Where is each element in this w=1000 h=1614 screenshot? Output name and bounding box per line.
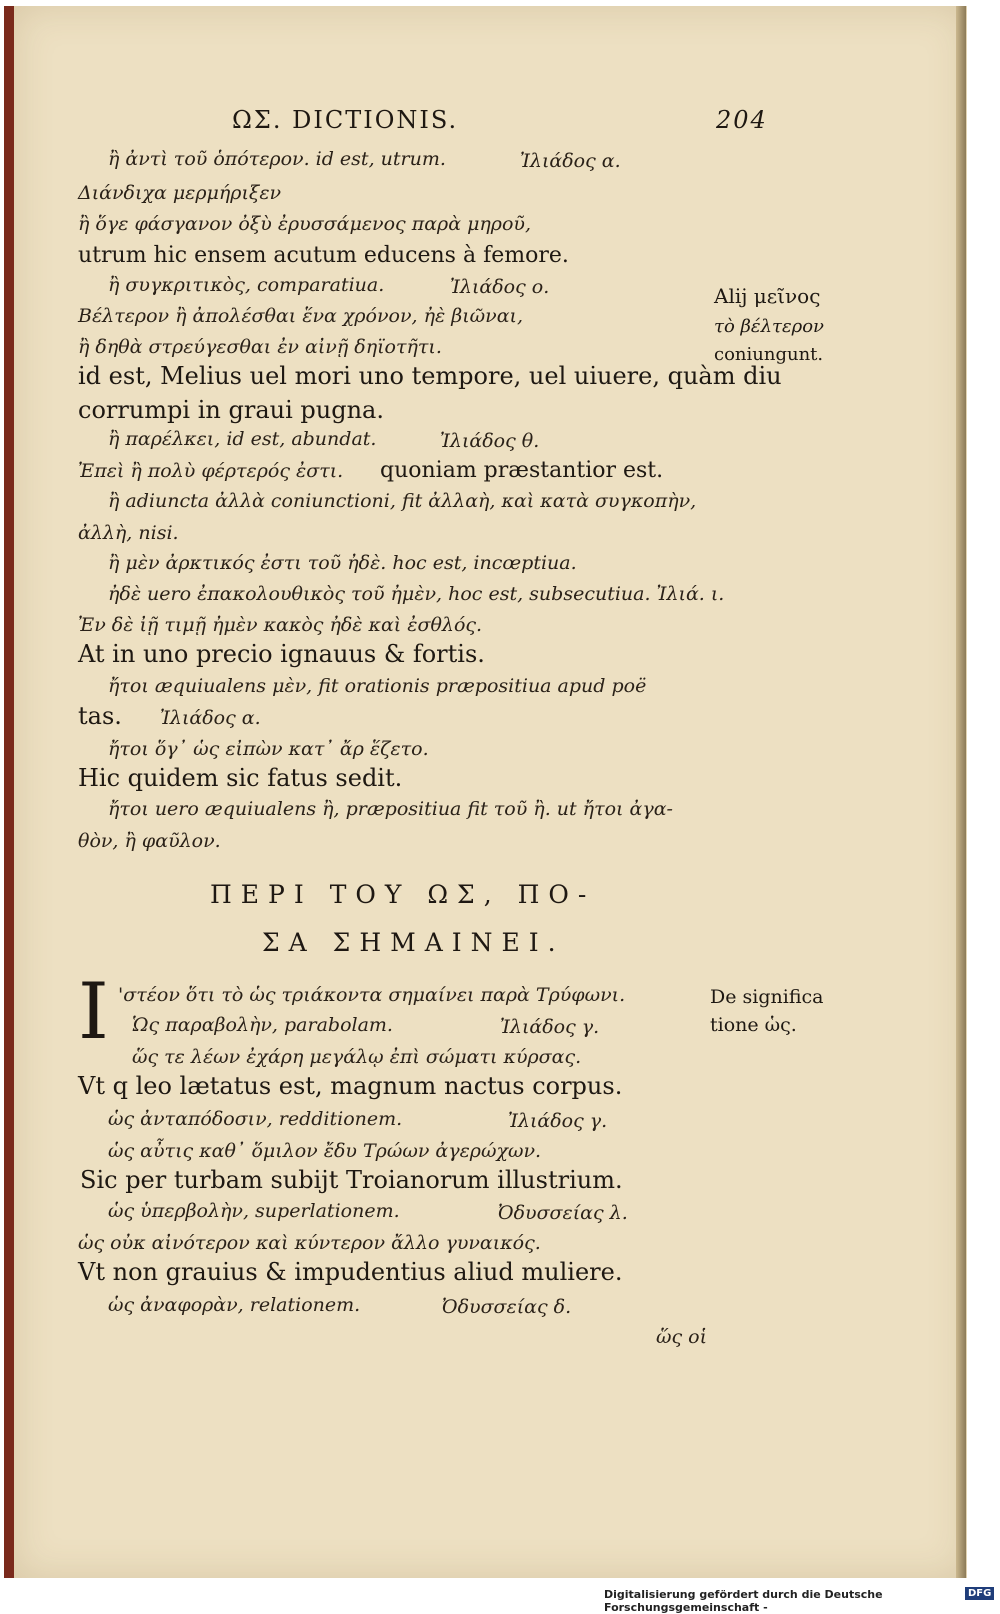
text-line: ὡς ὑπερβολὴν, superlationem.: [108, 1200, 400, 1222]
book-page: [4, 6, 967, 1578]
section-title: ΣΑ ΣΗΜΑΙΝΕΙ.: [262, 928, 565, 957]
text-line: ἢ adiuncta ἀλλὰ coniunctioni, fit ἀλλαὴ, καὶ κατὰ συγκοπὴν,: [108, 490, 697, 512]
text-line: utrum hic ensem acutum educens à femore.: [78, 243, 569, 268]
citation: Ἰλιάδος γ.: [508, 1110, 608, 1132]
text-line: ἢ δηθὰ στρεύγεσθαι ἐν αἰνῇ δηϊοτῆτι.: [78, 336, 442, 358]
text-line: ἢ παρέλκει, id est, abundat.: [108, 428, 377, 450]
text-line: id est, Melius uel mori uno tempore, uel uiuere, quàm diu: [78, 362, 782, 390]
text-line: Ὡς παραβολὴν, parabolam.: [132, 1014, 393, 1036]
citation: Ὀδυσσείας λ.: [498, 1202, 628, 1224]
text-line: Sic per turbam subijt Troianorum illustrium.: [80, 1166, 623, 1194]
page-number: 204: [716, 106, 768, 134]
drop-initial: I: [78, 967, 109, 1057]
text-line: Hic quidem sic fatus sedit.: [78, 764, 403, 792]
text-line: ἢ συγκριτικὸς, comparatiua.: [108, 274, 385, 296]
citation: Ἰλιάδος θ.: [440, 430, 540, 452]
text-line: Vt non grauius & impudentius aliud muliere.: [78, 1258, 623, 1286]
text-line: ἠδὲ uero ἐπακολουθικὸς τοῦ ἠμὲν, hoc est, subsecutiua. Ἰλιά. ι.: [108, 583, 725, 605]
catchword: ὥς οἱ: [656, 1326, 708, 1348]
text-line: tas.: [78, 702, 122, 730]
dfg-logo: DFG: [965, 1587, 994, 1600]
text-line: Ἐν δὲ ἰῇ τιμῇ ἠμὲν κακὸς ἠδὲ καὶ ἐσθλός.: [78, 614, 483, 636]
digitization-credit: Digitalisierung gefördert durch die Deutsche Forschungsgemeinschaft -: [604, 1588, 883, 1614]
text-line: Vt q leo lætatus est, magnum nactus corpus.: [78, 1072, 623, 1100]
text-line: Βέλτερον ἢ ἀπολέσθαι ἕνα χρόνον, ἠὲ βιῶναι,: [78, 305, 524, 327]
citation: Ὀδυσσείας δ.: [442, 1296, 572, 1318]
text-line: ἢ ὅγε φάσγανον ὀξὺ ἐρυσσάμενος παρὰ μηροῦ,: [78, 213, 532, 235]
text-line: ὥς τε λέων ἐχάρη μεγάλῳ ἐπὶ σώματι κύρσας.: [132, 1046, 582, 1068]
text-line: ἤτοι ὅγ᾽ ὡς εἰπὼν κατ᾽ ἄρ ἕζετο.: [108, 738, 429, 760]
text-line: quoniam præstantior est.: [380, 458, 664, 483]
page-edge: [956, 6, 966, 1578]
margin-note: De significa: [710, 986, 824, 1008]
text-line: Διάνδιχα μερμήριξεν: [78, 182, 282, 204]
text-line: 'στέον ὅτι τὸ ὡς τριάκοντα σημαίνει παρὰ Τρύφωνι.: [118, 984, 626, 1006]
citation: Ἰλιάδος ο.: [450, 276, 550, 298]
citation: Ἰλιάδος γ.: [500, 1016, 600, 1038]
section-title: ΠΕΡΙ ΤΟΥ ΩΣ, ΠΟ-: [210, 880, 596, 909]
margin-note: tione ὡς.: [710, 1014, 797, 1036]
running-head-title: ΩΣ. DICTIONIS.: [232, 106, 459, 134]
margin-note: coniungunt.: [714, 344, 824, 365]
text-line: ἤτοι æquiualens μὲν, fit orationis præpositiua apud poë: [108, 675, 647, 697]
text-line: θὸν, ἢ φαῦλον.: [78, 830, 221, 852]
margin-note: Alij μεῖνος: [714, 284, 821, 308]
citation: Ἰλιάδος α.: [160, 707, 261, 729]
text-line: At in uno precio ignauus & fortis.: [78, 640, 485, 668]
text-line: ἢ μὲν ἀρκτικός ἐστι τοῦ ἠδὲ. hoc est, incœptiua.: [108, 552, 577, 574]
text-line: ὡς ἀνταπόδοσιν, redditionem.: [108, 1108, 403, 1130]
text-line: ὡς αὖτις καθ᾽ ὅμιλον ἔδυ Τρώων ἀγερώχων.: [108, 1140, 542, 1162]
text-line: ἢ ἀντὶ τοῦ ὁπότερον. id est, utrum.: [108, 148, 446, 170]
text-line: Ἐπεὶ ἢ πολὺ φέρτερός ἐστι.: [78, 460, 344, 482]
text-line: ἤτοι uero æquiualens ἢ, præpositiua fit τοῦ ἢ. ut ἤτοι ἀγα-: [108, 798, 673, 820]
citation: Ἰλιάδος α.: [520, 150, 621, 172]
text-line: ἀλλὴ, nisi.: [78, 522, 179, 544]
margin-note: τὸ βέλτερον: [714, 316, 824, 337]
text-line: corrumpi in graui pugna.: [78, 396, 384, 424]
text-line: ὡς οὐκ αἰνότερον καὶ κύντερον ἄλλο γυναικός.: [78, 1232, 541, 1254]
text-line: ὡς ἀναφορὰν, relationem.: [108, 1294, 361, 1316]
